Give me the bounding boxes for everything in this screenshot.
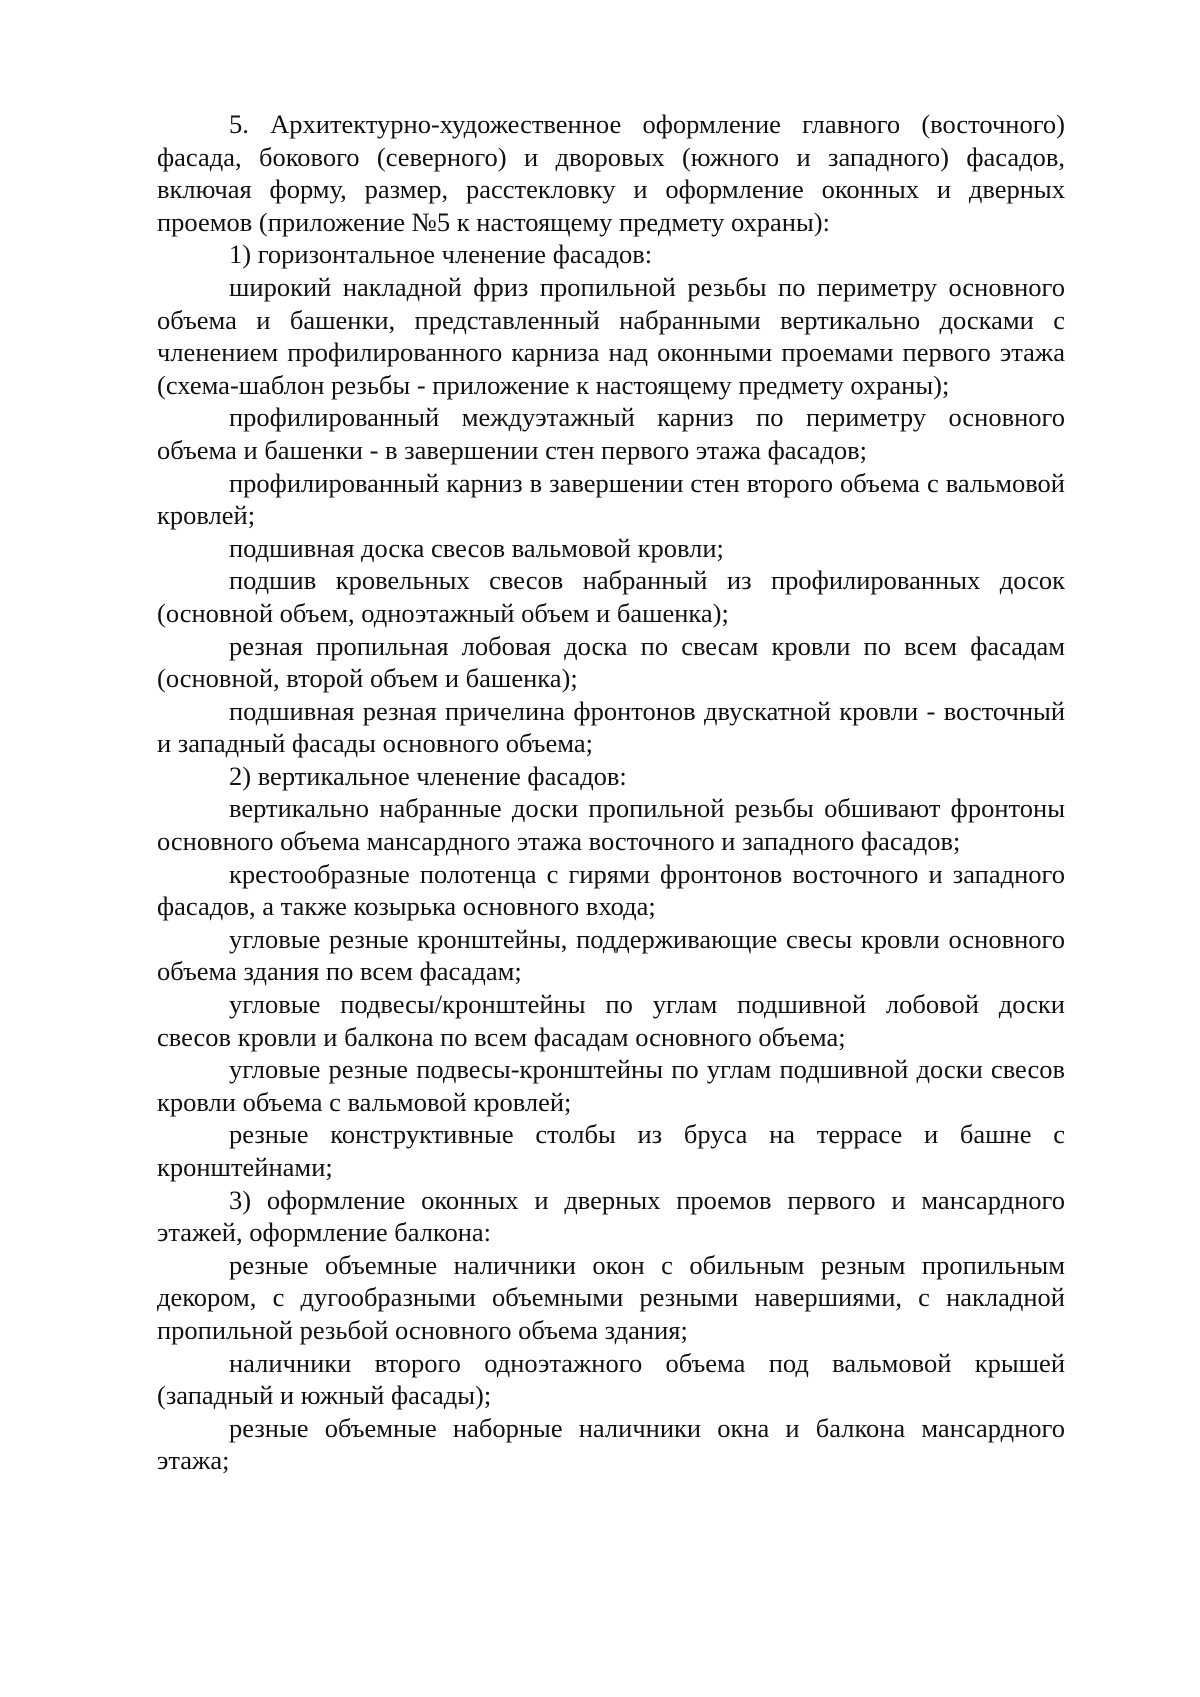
paragraph-corner-pendants: угловые подвесы/кронштейны по углам подшивной лобовой доски свесов кровли и балкона по всем фасадам основного объема;: [157, 989, 1065, 1052]
paragraph-subsection-1-heading: 1) горизонтальное членение фасадов:: [229, 239, 653, 270]
document-page: [157, 108, 1065, 1477]
paragraph-second-volume-casings: наличники второго одноэтажного объема под вальмовой крышей (западный и южный фасады);: [157, 1347, 1065, 1411]
paragraph-gable-boards: вертикально набранные доски пропильной резьбы обшивают фронтоны основного объема мансардного этажа восточного и западного фасадов;: [157, 793, 1065, 857]
paragraph-subsection-2-heading: 2) вертикальное членение фасадов:: [229, 760, 627, 791]
paragraph-fascia-board: резная пропильная лобовая доска по свесам кровли по всем фасадам (основной, второй объем и башенка);: [157, 630, 1065, 694]
paragraph-carved-pendant-brackets: угловые резные подвесы-кронштейны по углам подшивной доски свесов кровли объема с вальмовой кровлей;: [157, 1054, 1065, 1117]
paragraph-eaves-soffit: подшив кровельных свесов набранный из профилированных досок (основной объем, одноэтажный объем и башенка);: [157, 565, 1065, 628]
paragraph-hip-roof-board: подшивная доска свесов вальмовой кровли;: [229, 532, 724, 563]
paragraph-carved-posts: резные конструктивные столбы из бруса на террасе и башне с кронштейнами;: [157, 1119, 1065, 1182]
paragraph-bargeboard: подшивная резная причелина фронтонов двускатной кровли - восточный и западный фасады основного объема;: [157, 695, 1065, 759]
paragraph-frieze: широкий накладной фриз пропильной резьбы по периметру основного объема и башенки, представленный набранными вертикально досками с членением профилированного карниза над оконными проемами первого этажа (схема-шаблон резьбы - приложение к настоящему предмету охраны);: [157, 271, 1065, 400]
paragraph-window-casings: резные объемные наличники окон с обильным резным пропильным декором, с дугообразными объемными резными навершиями, с накладной пропильной резьбой основного объема здания;: [157, 1249, 1065, 1345]
paragraph-mansard-casings: резные объемные наборные наличники окна и балкона мансардного этажа;: [157, 1412, 1065, 1476]
paragraph-subsection-3-heading: 3) оформление оконных и дверных проемов первого и мансардного этажей, оформление балкона:: [157, 1184, 1065, 1248]
paragraph-section-5-heading: 5. Архитектурно-художественное оформление главного (восточного) фасада, бокового (северного) и дворовых (южного и западного) фасадов, включая форму, размер, расстекловку и оформление оконных и дверных проемов (приложение №5 к настоящему предмету охраны):: [157, 109, 1065, 237]
paragraph-cross-towels: крестообразные полотенца с гирями фронтонов восточного и западного фасадов, а также козырька основного входа;: [157, 858, 1065, 922]
paragraph-corner-brackets: угловые резные кронштейны, поддерживающие свесы кровли основного объема здания по всем фасадам;: [157, 923, 1065, 987]
paragraph-interfloor-cornice: профилированный междуэтажный карниз по периметру основного объема и башенки - в завершении стен первого этажа фасадов;: [157, 402, 1065, 465]
paragraph-cornice-second-volume: профилированный карниз в завершении стен второго объема с вальмовой кровлей;: [157, 467, 1065, 531]
